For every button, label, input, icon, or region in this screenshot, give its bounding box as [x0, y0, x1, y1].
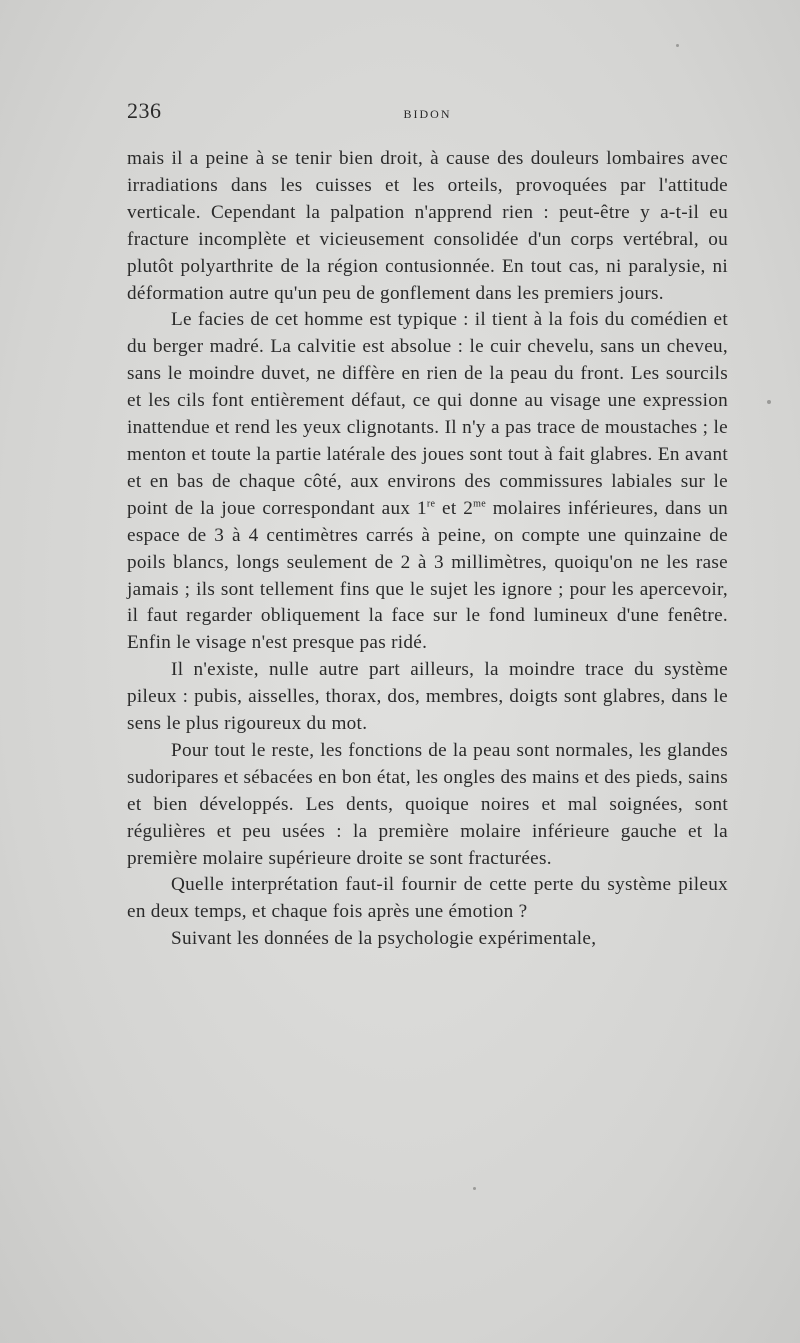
paragraph-2-ordinal-2: et 2	[435, 497, 474, 519]
body-text	[127, 146, 728, 953]
paragraph-5: Quelle interprétation faut-il fournir de cette perte du système pileux en deux temps, et chaque fois après une émotion ?	[127, 874, 728, 923]
paper-speck	[676, 44, 679, 47]
page-header	[127, 98, 728, 128]
paragraph-2	[127, 307, 728, 657]
paragraph-4: Pour tout le reste, les fonctions de la peau sont normales, les glandes sudoripares et sébacées en bon état, les ongles des mains et des pieds, sains et bien développés. Les dents, quoique noires et mal soignées, sont régulières et peu usées : la première molaire inférieure gauche et la première molaire supérieure droite se sont fracturées.	[127, 739, 728, 869]
paragraph-2-tail: molaires inférieures, dans un espace de 3 à 4 centimètres carrés à peine, on compte une quinzaine de poils blancs, longs seulement de 2 à 3 millimètres, quoiqu'on ne les rase jamais ; ils sont tellement fins que le sujet les ignore ; pour les apercevoir, il faut regarder obliquement la face sur le fond lumineux d'une fenêtre. Enfin le visage n'est presque pas ridé.	[127, 497, 728, 654]
paragraph-6: Suivant les données de la psychologie expérimentale,	[171, 928, 597, 950]
paragraph-2-sup-2: me	[473, 498, 486, 510]
paragraph-2-text: Le facies de cet homme est typique : il tient à la fois du comédien et du berger madré. La calvitie est absolue : le cuir chevelu, sans un cheveu, sans le moindre duvet, ne diffère en rien de la peau du front. Les sourcils et les cils font entièrement défaut, ce qui donne au visage une expression inattendue et rend les yeux clignotants. Il n'y a pas trace de moustaches ; le menton et toute la partie latérale des joues sont tout à fait glabres. En avant et en bas de chaque côté, aux environs des commissures labiales sur le point de la joue correspondant aux	[127, 309, 728, 519]
paper-speck	[767, 400, 771, 404]
paragraph-1: mais il a peine à se tenir bien droit, à cause des douleurs lombaires avec irradiations dans les cuisses et les orteils, provoquées par l'attitude verticale. Cependant la palpation n'apprend rien : peut-être y a-t-il eu fracture incomplète et vicieusement consolidée d'un corps vertébral, ou plutôt polyarthrite de la région contusionnée. En tout cas, ni paralysie, ni déformation autre qu'un peu de gonflement dans les premiers jours.	[127, 148, 728, 304]
paragraph-2-sup-1: re	[426, 498, 436, 510]
running-head: BIDON	[403, 107, 452, 121]
paragraph-3: Il n'existe, nulle autre part ailleurs, la moindre trace du système pileux : pubis, aisselles, thorax, dos, membres, doigts sont glabres, dans le sens le plus rigoureux du mot.	[127, 659, 728, 735]
page-number: 236	[127, 98, 162, 123]
paragraph-2-ordinal-1: 1	[417, 497, 427, 519]
paper-speck	[473, 1187, 476, 1190]
